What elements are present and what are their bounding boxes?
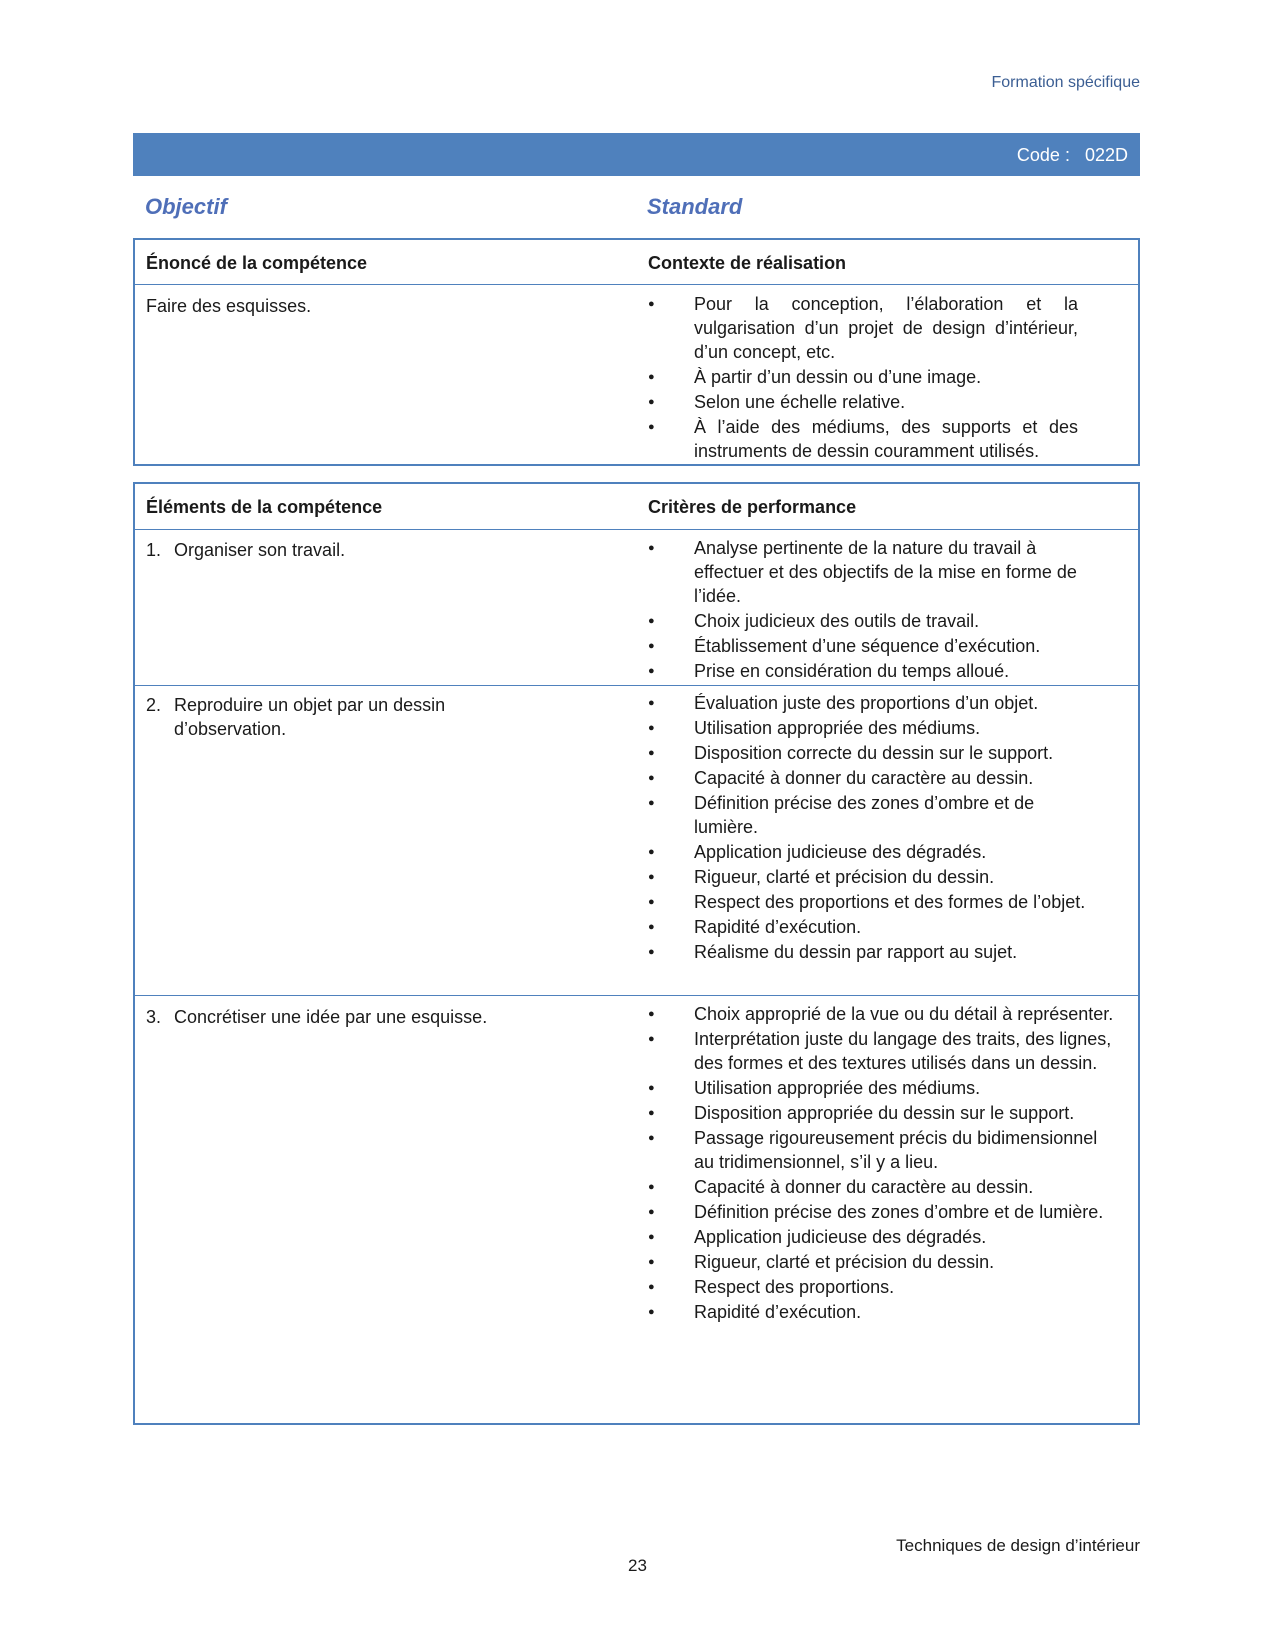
page-number: 23 bbox=[628, 1556, 647, 1575]
list-item: ● Choix judicieux des outils de travail. bbox=[648, 609, 1098, 633]
code-bar bbox=[133, 133, 1140, 176]
competence-col1-header: Énoncé de la compétence bbox=[146, 253, 368, 273]
competence-statement: Faire des esquisses. bbox=[146, 296, 312, 316]
context-list bbox=[648, 292, 1078, 464]
list-item: ● Évaluation juste des proportions d’un objet. bbox=[648, 691, 1088, 715]
elements-col1-header: Éléments de la compétence bbox=[146, 497, 383, 517]
list-item: ● Rapidité d’exécution. bbox=[648, 915, 1088, 939]
list-item: ● Application judicieuse des dégradés. bbox=[648, 1225, 1118, 1249]
element-text: Concrétiser une idée par une esquisse. bbox=[174, 1007, 488, 1027]
list-item: ● Disposition correcte du dessin sur le support. bbox=[648, 741, 1088, 765]
element-number: 1. bbox=[146, 540, 162, 560]
row-divider bbox=[135, 685, 1138, 686]
list-item: ● Réalisme du dessin par rapport au sujet. bbox=[648, 940, 1088, 964]
criteria-list-2 bbox=[648, 691, 1088, 965]
list-item: ● Disposition appropriée du dessin sur le support. bbox=[648, 1101, 1118, 1125]
elements-table bbox=[133, 482, 1140, 1425]
list-item: ● Capacité à donner du caractère au dessin. bbox=[648, 1175, 1118, 1199]
list-item: ● Définition précise des zones d’ombre et de lumière. bbox=[648, 791, 1088, 839]
competence-table bbox=[133, 238, 1140, 466]
header-program: Formation spécifique bbox=[991, 74, 1140, 91]
element-text: Organiser son travail. bbox=[174, 540, 346, 560]
criteria-list-1 bbox=[648, 536, 1098, 684]
standard-title: Standard bbox=[647, 194, 743, 219]
list-item: ● Définition précise des zones d’ombre et de lumière. bbox=[648, 1200, 1118, 1224]
list-item: ● Capacité à donner du caractère au dessin. bbox=[648, 766, 1088, 790]
list-item: ● Passage rigoureusement précis du bidimensionnel au tridimensionnel, s’il y a lieu. bbox=[648, 1126, 1118, 1174]
list-item: ● Selon une échelle relative. bbox=[648, 390, 1078, 414]
objective-title: Objectif bbox=[145, 194, 227, 219]
list-item: ● Interprétation juste du langage des traits, des lignes, des formes et des textures utilisés dans un dessin. bbox=[648, 1027, 1118, 1075]
footer-program-name: Techniques de design d’intérieur bbox=[896, 1536, 1140, 1555]
elements-header-row bbox=[135, 484, 1138, 530]
competence-header-row bbox=[135, 240, 1138, 285]
list-item: ● Rapidité d’exécution. bbox=[648, 1300, 1118, 1324]
list-item: ● Établissement d’une séquence d’exécution. bbox=[648, 634, 1098, 658]
list-item: ● Prise en considération du temps alloué. bbox=[648, 659, 1098, 683]
elements-col2-header: Critères de performance bbox=[648, 497, 857, 517]
list-item: ● Utilisation appropriée des médiums. bbox=[648, 716, 1088, 740]
element-text: Reproduire un objet par un dessin d’observation. bbox=[174, 695, 446, 739]
list-item: ● Respect des proportions. bbox=[648, 1275, 1118, 1299]
list-item: ● À l’aide des médiums, des supports et des instruments de dessin couramment utilisés. bbox=[648, 415, 1078, 463]
element-number: 3. bbox=[146, 1007, 162, 1027]
list-item: ● Rigueur, clarté et précision du dessin. bbox=[648, 865, 1088, 889]
row-divider bbox=[135, 995, 1138, 996]
list-item: ● Rigueur, clarté et précision du dessin. bbox=[648, 1250, 1118, 1274]
list-item: ● Choix approprié de la vue ou du détail à représenter. bbox=[648, 1002, 1118, 1026]
list-item: ● Utilisation appropriée des médiums. bbox=[648, 1076, 1118, 1100]
list-item: ● Respect des proportions et des formes de l’objet. bbox=[648, 890, 1088, 914]
list-item: ● À partir d’un dessin ou d’une image. bbox=[648, 365, 1078, 389]
code-value: 022D bbox=[1084, 145, 1128, 165]
criteria-list-3 bbox=[648, 1002, 1118, 1325]
code-label-group bbox=[1017, 145, 1128, 166]
list-item: ● Pour la conception, l’élaboration et la vulgarisation d’un projet de design d’intérieur, d’un concept, etc. bbox=[648, 292, 1078, 364]
competence-col2-header: Contexte de réalisation bbox=[648, 253, 847, 273]
list-item: ● Analyse pertinente de la nature du travail à effectuer et des objectifs de la mise en forme de l’idée. bbox=[648, 536, 1098, 608]
element-number: 2. bbox=[146, 695, 162, 715]
code-label: Code : bbox=[1016, 145, 1070, 165]
list-item: ● Application judicieuse des dégradés. bbox=[648, 840, 1088, 864]
